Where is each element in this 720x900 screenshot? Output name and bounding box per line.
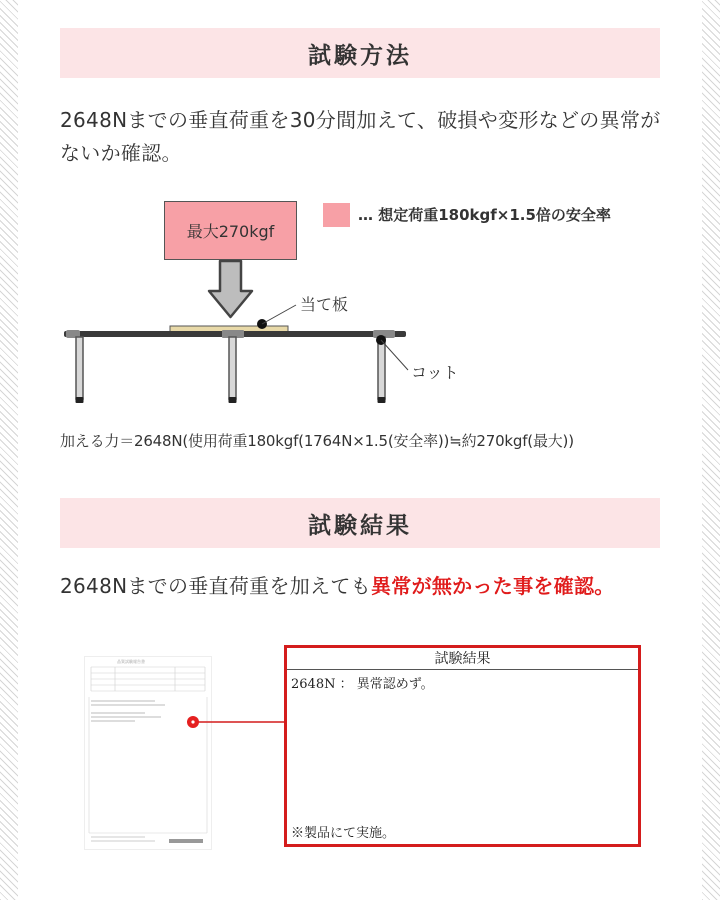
result-emphasis: 異常が無かった事を確認。 bbox=[370, 574, 615, 598]
force-note: 加える力＝2648N(使用荷重180kgf(1764N×1.5(安全率))≒約270kgf(最大)) bbox=[60, 432, 574, 450]
down-arrow-icon bbox=[209, 261, 252, 317]
section-title-text: 試験方法 bbox=[308, 42, 412, 69]
cot-diagram bbox=[0, 0, 720, 430]
cot-label: コット bbox=[411, 363, 459, 382]
load-label: 最大270kgf bbox=[186, 222, 275, 241]
report-zoom-header: 試験結果 bbox=[287, 649, 638, 670]
plate-label: 当て板 bbox=[300, 295, 349, 314]
result-description bbox=[60, 570, 670, 603]
result-prefix: 2648Nまでの垂直荷重を加えても bbox=[60, 574, 371, 598]
report-zoom-line: 2648N ： 異常認めず。 bbox=[291, 677, 434, 692]
zoom-connector bbox=[185, 712, 289, 732]
legend-text: … 想定荷重180kgf×1.5倍の安全率 bbox=[358, 206, 611, 224]
report-thumbnail-lines bbox=[85, 657, 211, 849]
report-zoom bbox=[284, 645, 641, 847]
method-description: 2648Nまでの垂直荷重を30分間加えて、破損や変形などの異常がないか確認。 bbox=[60, 108, 661, 165]
section-title-result bbox=[60, 498, 660, 548]
report-thumb-title: 品質試験報告書 bbox=[117, 659, 145, 664]
section-title-text: 試験結果 bbox=[308, 512, 412, 539]
report-zoom-footnote: ※製品にて実施。 bbox=[291, 826, 396, 841]
cot-legs bbox=[76, 337, 385, 399]
report-thumbnail bbox=[84, 656, 212, 850]
